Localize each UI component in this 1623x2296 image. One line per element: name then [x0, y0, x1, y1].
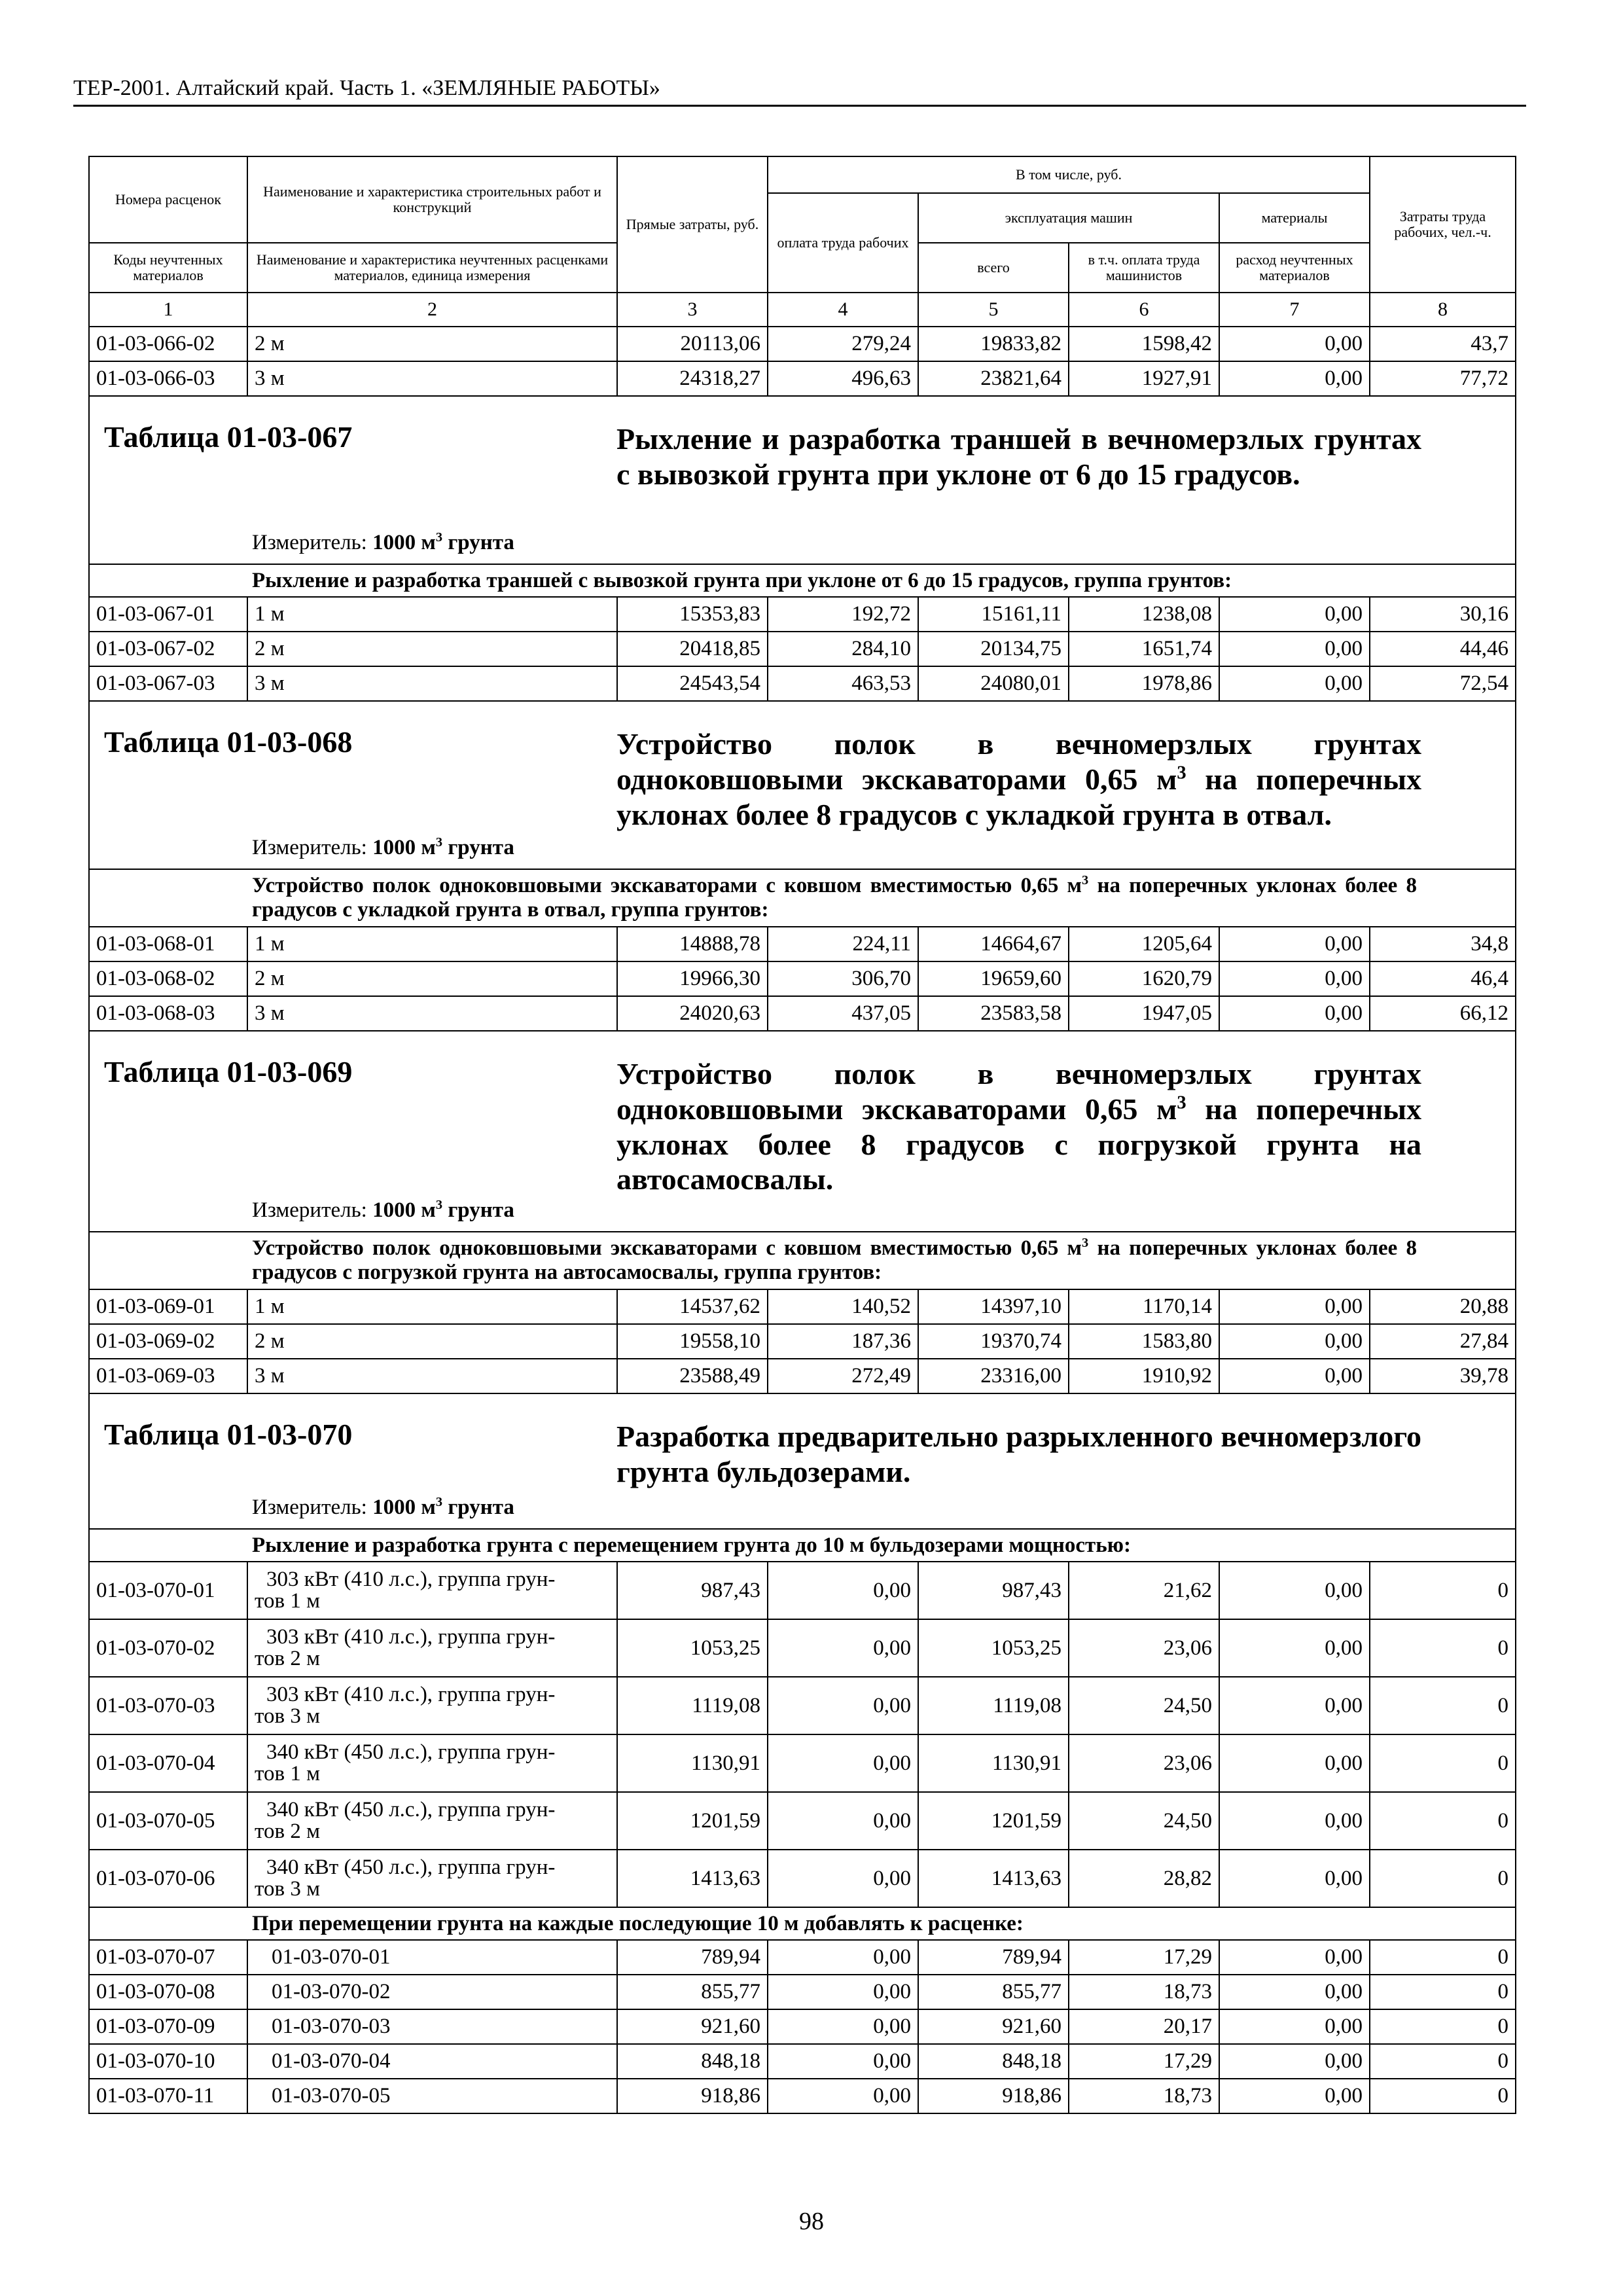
machines-pay: 18,73: [1069, 1975, 1219, 2009]
direct-costs: 848,18: [617, 2044, 768, 2079]
labor-hours: 44,46: [1370, 632, 1516, 666]
labor-pay: 437,05: [768, 996, 918, 1031]
machines-total: 24080,01: [918, 666, 1069, 701]
labor-pay: 284,10: [768, 632, 918, 666]
machines-total: 1119,08: [918, 1677, 1069, 1734]
labor-pay: 140,52: [768, 1289, 918, 1324]
measure-unit: Измеритель: 1000 $м^3$ грунта: [252, 1198, 514, 1222]
direct-costs: 24543,54: [617, 666, 768, 701]
table-title: Устройство полок в вечномерзлых грунтах одноковшовыми экскаваторами 0,65 $м^3$ на поперечных уклонах более 8 градусов с укладкой грунта в отвал.: [616, 727, 1421, 831]
table-row: [89, 1359, 1516, 1393]
base-rate-code: 01-03-070-03: [247, 2009, 617, 2044]
col-machines-total: всего: [918, 243, 1069, 293]
table-row: [89, 1850, 1516, 1907]
base-rate-code: 01-03-070-01: [247, 1940, 617, 1975]
machines-total: 14664,67: [918, 927, 1069, 961]
machines-total: 921,60: [918, 2009, 1069, 2044]
col-machines-pay: в т.ч. оплата труда машинистов: [1069, 243, 1219, 293]
labor-pay: 463,53: [768, 666, 918, 701]
col-number: 6: [1069, 293, 1219, 327]
machines-pay: 1205,64: [1069, 927, 1219, 961]
machines-total: 1413,63: [918, 1850, 1069, 1907]
machines-pay: 1238,08: [1069, 597, 1219, 632]
materials-cost: 0,00: [1219, 327, 1370, 361]
col-number: 1: [89, 293, 247, 327]
rate-code: 01-03-069-01: [89, 1289, 247, 1324]
table-row: [89, 1677, 1516, 1734]
direct-costs: 15353,83: [617, 597, 768, 632]
rate-code: 01-03-070-08: [89, 1975, 247, 2009]
rate-code: 01-03-070-09: [89, 2009, 247, 2044]
table-row: [89, 1324, 1516, 1359]
machines-total: 23821,64: [918, 361, 1069, 396]
machines-pay: 1978,86: [1069, 666, 1219, 701]
labor-pay: 306,70: [768, 961, 918, 996]
labor-pay: 192,72: [768, 597, 918, 632]
col-number: 7: [1219, 293, 1370, 327]
rate-code: 01-03-069-02: [89, 1324, 247, 1359]
col-number: 2: [247, 293, 617, 327]
labor-hours: 66,12: [1370, 996, 1516, 1031]
machines-pay: 20,17: [1069, 2009, 1219, 2044]
labor-hours: 0: [1370, 1562, 1516, 1619]
table-row: [89, 1562, 1516, 1619]
labor-pay: 0,00: [768, 1850, 918, 1907]
labor-hours: 0: [1370, 1940, 1516, 1975]
direct-costs: 14537,62: [617, 1289, 768, 1324]
materials-cost: 0,00: [1219, 597, 1370, 632]
machines-total: 23316,00: [918, 1359, 1069, 1393]
labor-pay: 0,00: [768, 1619, 918, 1677]
table-row: [89, 2044, 1516, 2079]
direct-costs: 921,60: [617, 2009, 768, 2044]
table-row: [89, 1940, 1516, 1975]
table-row: [89, 961, 1516, 996]
table-row: [89, 996, 1516, 1031]
materials-cost: 0,00: [1219, 361, 1370, 396]
table-title: Рыхление и разработка траншей в вечномерзлых грунтах с вывозкой грунта при уклоне от 6 до 15 градусов.: [616, 422, 1421, 491]
table-row: [89, 597, 1516, 632]
direct-costs: 24318,27: [617, 361, 768, 396]
rate-code: 01-03-067-03: [89, 666, 247, 701]
labor-pay: 0,00: [768, 1677, 918, 1734]
table-row: [89, 927, 1516, 961]
machines-pay: 1947,05: [1069, 996, 1219, 1031]
labor-hours: 0: [1370, 1677, 1516, 1734]
direct-costs: 23588,49: [617, 1359, 768, 1393]
labor-pay: 496,63: [768, 361, 918, 396]
rate-description: 2 м: [247, 632, 617, 666]
labor-hours: 43,7: [1370, 327, 1516, 361]
direct-costs: 1053,25: [617, 1619, 768, 1677]
table-number: Таблица 01-03-068: [104, 725, 353, 759]
machines-pay: 18,73: [1069, 2079, 1219, 2113]
labor-pay: 0,00: [768, 1792, 918, 1850]
labor-hours: 0: [1370, 2044, 1516, 2079]
labor-hours: 0: [1370, 2009, 1516, 2044]
machines-pay: 24,50: [1069, 1792, 1219, 1850]
materials-cost: 0,00: [1219, 1324, 1370, 1359]
rate-description: 1 м: [247, 1289, 617, 1324]
rate-description: 2 м: [247, 961, 617, 996]
machines-total: 20134,75: [918, 632, 1069, 666]
machines-pay: 23,06: [1069, 1734, 1219, 1792]
machines-pay: 1620,79: [1069, 961, 1219, 996]
rate-description: 3 м: [247, 361, 617, 396]
machines-total: 918,86: [918, 2079, 1069, 2113]
machines-total: 1053,25: [918, 1619, 1069, 1677]
labor-pay: 187,36: [768, 1324, 918, 1359]
machines-total: 14397,10: [918, 1289, 1069, 1324]
rate-description: 3 м: [247, 1359, 617, 1393]
labor-hours: 0: [1370, 1734, 1516, 1792]
labor-hours: 0: [1370, 1792, 1516, 1850]
labor-pay: 0,00: [768, 2009, 918, 2044]
col-direct-costs: Прямые затраты, руб.: [617, 156, 768, 293]
materials-cost: 0,00: [1219, 996, 1370, 1031]
labor-pay: 0,00: [768, 2044, 918, 2079]
rate-description: 1 м: [247, 927, 617, 961]
table-caption: [89, 701, 1516, 869]
rate-code: 01-03-066-03: [89, 361, 247, 396]
rate-description: 1 м: [247, 597, 617, 632]
table-row: [89, 2009, 1516, 2044]
rates-table: [88, 156, 1516, 2114]
rate-code: 01-03-070-06: [89, 1850, 247, 1907]
table-number: Таблица 01-03-069: [104, 1055, 353, 1088]
labor-pay: 0,00: [768, 1734, 918, 1792]
base-rate-code: 01-03-070-04: [247, 2044, 617, 2079]
materials-cost: 0,00: [1219, 1940, 1370, 1975]
machines-total: 789,94: [918, 1940, 1069, 1975]
materials-cost: 0,00: [1219, 666, 1370, 701]
machines-total: 15161,11: [918, 597, 1069, 632]
rate-description: 303 кВт (410 л.с.), группа грун- тов 3 м: [247, 1677, 617, 1734]
materials-cost: 0,00: [1219, 1359, 1370, 1393]
labor-hours: 72,54: [1370, 666, 1516, 701]
group-heading-row: [89, 1232, 1516, 1289]
group-heading: Устройство полок одноковшовыми экскаваторами с ковшом вместимостью 0,65 $м^3$ на поперечных уклонах более 8 градусов с погрузкой грунта на автосамосвалы, группа грунтов:: [89, 1232, 1516, 1289]
direct-costs: 20418,85: [617, 632, 768, 666]
rate-code: 01-03-070-11: [89, 2079, 247, 2113]
materials-cost: 0,00: [1219, 2009, 1370, 2044]
rate-code: 01-03-068-03: [89, 996, 247, 1031]
direct-costs: 855,77: [617, 1975, 768, 2009]
machines-pay: 24,50: [1069, 1677, 1219, 1734]
direct-costs: 987,43: [617, 1562, 768, 1619]
rate-code: 01-03-070-05: [89, 1792, 247, 1850]
measure-unit: Измеритель: 1000 $м^3$ грунта: [252, 1495, 514, 1519]
rate-code: 01-03-067-02: [89, 632, 247, 666]
rate-code: 01-03-070-03: [89, 1677, 247, 1734]
rate-code: 01-03-070-07: [89, 1940, 247, 1975]
group-heading: При перемещении грунта на каждые последующие 10 м добавлять к расценке:: [89, 1907, 1516, 1940]
machines-total: 848,18: [918, 2044, 1069, 2079]
labor-pay: 0,00: [768, 1940, 918, 1975]
header-rule: [73, 105, 1526, 107]
table-row: [89, 1792, 1516, 1850]
direct-costs: 20113,06: [617, 327, 768, 361]
table-caption: [89, 396, 1516, 564]
labor-hours: 27,84: [1370, 1324, 1516, 1359]
labor-hours: 20,88: [1370, 1289, 1516, 1324]
direct-costs: 1201,59: [617, 1792, 768, 1850]
labor-hours: 46,4: [1370, 961, 1516, 996]
group-heading: Рыхление и разработка грунта с перемещением грунта до 10 м бульдозерами мощностью:: [89, 1529, 1516, 1562]
col-machines: эксплуатация машин: [918, 193, 1219, 243]
materials-cost: 0,00: [1219, 1975, 1370, 2009]
table-row: [89, 632, 1516, 666]
running-header: ТЕР-2001. Алтайский край. Часть 1. «ЗЕМЛЯНЫЕ РАБОТЫ»: [73, 76, 660, 100]
col-including: В том числе, руб.: [768, 156, 1370, 193]
machines-pay: 17,29: [1069, 1940, 1219, 1975]
table-caption: [89, 1393, 1516, 1529]
table-number: Таблица 01-03-067: [104, 420, 353, 454]
group-heading-row: [89, 1907, 1516, 1940]
table-title: Разработка предварительно разрыхленного вечномерзлого грунта бульдозерами.: [616, 1420, 1421, 1488]
direct-costs: 19558,10: [617, 1324, 768, 1359]
table-row: [89, 1289, 1516, 1324]
table-row: [89, 2079, 1516, 2113]
group-heading-row: [89, 564, 1516, 597]
labor-pay: 272,49: [768, 1359, 918, 1393]
labor-hours: 0: [1370, 1619, 1516, 1677]
col-name-materials: Наименование и характеристика неучтенных расценками материалов, единица измерения: [247, 243, 617, 293]
materials-cost: 0,00: [1219, 1562, 1370, 1619]
table-row: [89, 1619, 1516, 1677]
table-caption: [89, 1031, 1516, 1232]
rate-code: 01-03-069-03: [89, 1359, 247, 1393]
col-codes: Номера расценок: [89, 156, 247, 243]
direct-costs: 789,94: [617, 1940, 768, 1975]
base-rate-code: 01-03-070-02: [247, 1975, 617, 2009]
col-materials-unaccounted: расход неучтенных материалов: [1219, 243, 1370, 293]
labor-hours: 77,72: [1370, 361, 1516, 396]
labor-hours: 0: [1370, 2079, 1516, 2113]
machines-total: 19659,60: [918, 961, 1069, 996]
materials-cost: 0,00: [1219, 1734, 1370, 1792]
rate-description: 340 кВт (450 л.с.), группа грун- тов 1 м: [247, 1734, 617, 1792]
materials-cost: 0,00: [1219, 1677, 1370, 1734]
machines-total: 19833,82: [918, 327, 1069, 361]
col-number: 3: [617, 293, 768, 327]
machines-pay: 1910,92: [1069, 1359, 1219, 1393]
materials-cost: 0,00: [1219, 2044, 1370, 2079]
machines-total: 23583,58: [918, 996, 1069, 1031]
labor-pay: 279,24: [768, 327, 918, 361]
table-row: [89, 666, 1516, 701]
materials-cost: 0,00: [1219, 1289, 1370, 1324]
labor-hours: 30,16: [1370, 597, 1516, 632]
col-number: 8: [1370, 293, 1516, 327]
labor-hours: 0: [1370, 1975, 1516, 2009]
table-row: [89, 361, 1516, 396]
materials-cost: 0,00: [1219, 927, 1370, 961]
materials-cost: 0,00: [1219, 1792, 1370, 1850]
machines-pay: 1170,14: [1069, 1289, 1219, 1324]
materials-cost: 0,00: [1219, 632, 1370, 666]
labor-pay: 224,11: [768, 927, 918, 961]
direct-costs: 14888,78: [617, 927, 768, 961]
group-heading: Рыхление и разработка траншей с вывозкой грунта при уклоне от 6 до 15 градусов, группа грунтов:: [89, 564, 1516, 597]
machines-pay: 21,62: [1069, 1562, 1219, 1619]
direct-costs: 1130,91: [617, 1734, 768, 1792]
machines-total: 19370,74: [918, 1324, 1069, 1359]
page-number: 98: [799, 2208, 824, 2235]
group-heading-row: [89, 1529, 1516, 1562]
materials-cost: 0,00: [1219, 1850, 1370, 1907]
group-heading-row: [89, 869, 1516, 927]
table-row: [89, 327, 1516, 361]
rate-description: 303 кВт (410 л.с.), группа грун- тов 2 м: [247, 1619, 617, 1677]
machines-total: 1130,91: [918, 1734, 1069, 1792]
measure-unit: Измеритель: 1000 $м^3$ грунта: [252, 530, 514, 554]
table-row: [89, 1734, 1516, 1792]
rate-code: 01-03-066-02: [89, 327, 247, 361]
machines-total: 987,43: [918, 1562, 1069, 1619]
labor-hours: 34,8: [1370, 927, 1516, 961]
measure-unit: Измеритель: 1000 $м^3$ грунта: [252, 835, 514, 859]
direct-costs: 19966,30: [617, 961, 768, 996]
col-labor-costs: Затраты труда рабочих, чел.-ч.: [1370, 156, 1516, 293]
rate-code: 01-03-068-02: [89, 961, 247, 996]
materials-cost: 0,00: [1219, 1619, 1370, 1677]
machines-pay: 17,29: [1069, 2044, 1219, 2079]
rate-code: 01-03-070-10: [89, 2044, 247, 2079]
col-labor-pay: оплата труда рабочих: [768, 193, 918, 293]
machines-pay: 23,06: [1069, 1619, 1219, 1677]
materials-cost: 0,00: [1219, 2079, 1370, 2113]
col-name: Наименование и характеристика строительных работ и конструкций: [247, 156, 617, 243]
rate-code: 01-03-068-01: [89, 927, 247, 961]
base-rate-code: 01-03-070-05: [247, 2079, 617, 2113]
machines-pay: 1598,42: [1069, 327, 1219, 361]
rate-description: 340 кВт (450 л.с.), группа грун- тов 2 м: [247, 1792, 617, 1850]
machines-pay: 1651,74: [1069, 632, 1219, 666]
labor-pay: 0,00: [768, 1562, 918, 1619]
rate-description: 340 кВт (450 л.с.), группа грун- тов 3 м: [247, 1850, 617, 1907]
rate-code: 01-03-070-01: [89, 1562, 247, 1619]
rate-description: 2 м: [247, 1324, 617, 1359]
direct-costs: 1413,63: [617, 1850, 768, 1907]
machines-pay: 28,82: [1069, 1850, 1219, 1907]
direct-costs: 24020,63: [617, 996, 768, 1031]
table-number: Таблица 01-03-070: [104, 1418, 353, 1451]
machines-pay: 1583,80: [1069, 1324, 1219, 1359]
rate-code: 01-03-070-02: [89, 1619, 247, 1677]
rate-description: 2 м: [247, 327, 617, 361]
direct-costs: 1119,08: [617, 1677, 768, 1734]
labor-pay: 0,00: [768, 2079, 918, 2113]
machines-total: 855,77: [918, 1975, 1069, 2009]
rate-code: 01-03-070-04: [89, 1734, 247, 1792]
col-number: 4: [768, 293, 918, 327]
col-codes-materials: Коды неучтенных материалов: [89, 243, 247, 293]
col-materials: материалы: [1219, 193, 1370, 243]
machines-pay: 1927,91: [1069, 361, 1219, 396]
group-heading: Устройство полок одноковшовыми экскаваторами с ковшом вместимостью 0,65 $м^3$ на поперечных уклонах более 8 градусов с укладкой грунта в отвал, группа грунтов:: [89, 869, 1516, 927]
labor-pay: 0,00: [768, 1975, 918, 2009]
rate-code: 01-03-067-01: [89, 597, 247, 632]
rate-description: 3 м: [247, 666, 617, 701]
table-row: [89, 1975, 1516, 2009]
table-title: Устройство полок в вечномерзлых грунтах одноковшовыми экскаваторами 0,65 $м^3$ на поперечных уклонах более 8 градусов с погрузкой грунта на автосамосвалы.: [616, 1057, 1421, 1196]
rate-description: 303 кВт (410 л.с.), группа грун- тов 1 м: [247, 1562, 617, 1619]
materials-cost: 0,00: [1219, 961, 1370, 996]
labor-hours: 0: [1370, 1850, 1516, 1907]
col-number: 5: [918, 293, 1069, 327]
labor-hours: 39,78: [1370, 1359, 1516, 1393]
rate-description: 3 м: [247, 996, 617, 1031]
direct-costs: 918,86: [617, 2079, 768, 2113]
machines-total: 1201,59: [918, 1792, 1069, 1850]
